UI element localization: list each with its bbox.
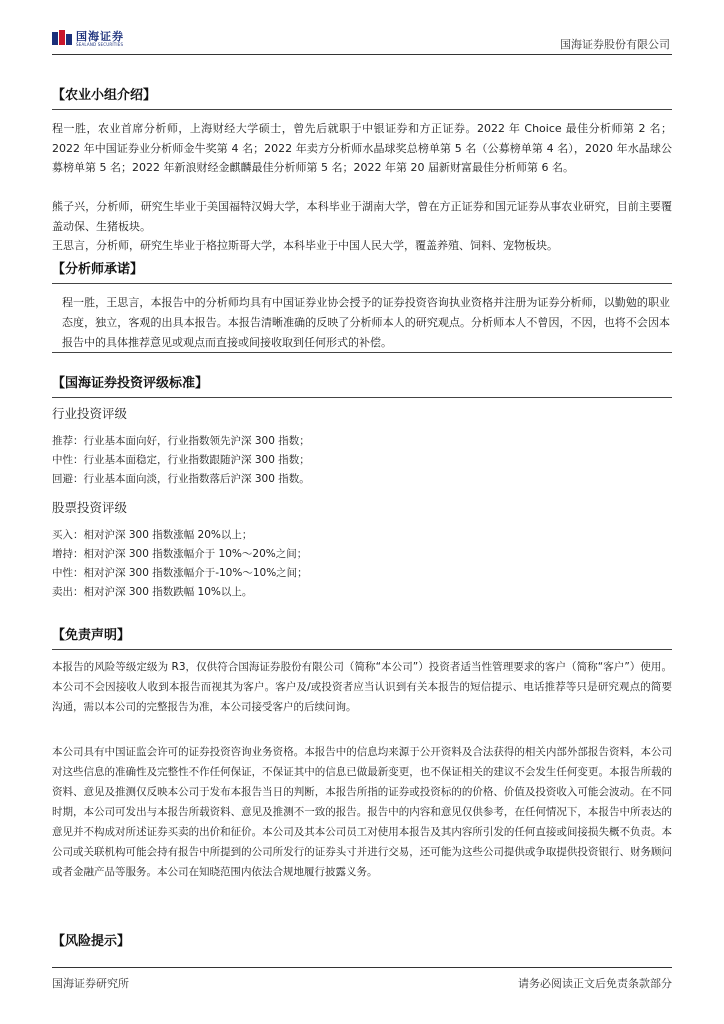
industry-rating-item: 推荐：行业基本面向好，行业指数领先沪深 300 指数；: [52, 435, 310, 447]
footer-divider: [52, 967, 672, 968]
logo-name-cn: 国海证券: [76, 29, 124, 43]
stock-rating-item: 买入：相对沪深 300 指数涨幅 20%以上；: [52, 529, 253, 541]
page-header: [52, 30, 672, 55]
footer-notice: 请务必阅读正文后免责条款部分: [518, 977, 672, 990]
stock-rating-item: 卖出：相对沪深 300 指数跌幅 10%以上。: [52, 586, 253, 598]
stock-rating-item: 增持：相对沪深 300 指数涨幅介于 10%～20%之间；: [52, 548, 308, 560]
logo-icon: [52, 30, 72, 47]
industry-rating-item: 中性：行业基本面稳定，行业指数跟随沪深 300 指数；: [52, 454, 310, 466]
company-logo: [52, 30, 124, 47]
disclaimer-section-title: 【免责声明】: [52, 628, 131, 643]
section-divider: [52, 397, 672, 398]
section-divider: [52, 649, 672, 650]
section-divider: [52, 109, 672, 110]
risk-section-title: 【风险提示】: [52, 934, 131, 949]
header-company-name: 国海证券股份有限公司: [560, 38, 670, 51]
team-section-title: 【农业小组介绍】: [52, 88, 157, 103]
logo-name-en: SEALAND SECURITIES: [76, 41, 124, 47]
promise-text: 程一胜，王思言，本报告中的分析师均具有中国证券业协会授予的证券投资咨询执业资格并注册为证券分析师，以勤勉的职业态度，独立，客观的出具本报告。本报告清晰准确的反映了分析师本人的研究观点。分析师本人不曾因，不因，也将不会因本报告中的具体推荐意见或观点而直接或间接收取到任何形式的补偿。: [62, 296, 670, 349]
stock-rating-item: 中性：相对沪深 300 指数涨幅介于-10%～10%之间；: [52, 567, 308, 579]
disclaimer-paragraph: 本公司具有中国证监会许可的证券投资咨询业务资格。本报告中的信息均来源于公开资料及合法获得的相关内部外部报告资料，本公司对这些信息的准确性及完整性不作任何保证，不保证其中的信息已做最新变更，也不保证相关的建议不会发生任何变更。本报告所载的资料、意见及推测仅反映本公司于发布本报告当日的判断，本报告所指的证券或投资标的的价格、价值及投资收入可能会波动。在不同时期，本公司可发出与本报告所载资料、意见及推测不一致的报告。报告中的内容和意见仅供参考，在任何情况下，本报告中所表达的意见并不构成对所述证券买卖的出价和征价。本公司及其本公司员工对使用本报告及其内容所引发的任何直接或间接损失概不负责。本公司或关联机构可能会持有报告中所提到的公司所发行的证券头寸并进行交易，还可能为这些公司提供或争取提供投资银行、财务顾问或者金融产品等服务。本公司在知晓范围内依法合规地履行披露义务。: [52, 746, 672, 878]
rating-section-title: 【国海证券投资评级标准】: [52, 376, 209, 391]
team-member-wang: 王思言，分析师，研究生毕业于格拉斯哥大学，本科毕业于中国人民大学，覆盖养殖、饲料、宠物板块。: [52, 239, 558, 252]
footer-department: 国海证券研究所: [52, 977, 129, 990]
team-member-xiong: 熊子兴，分析师，研究生毕业于美国福特汉姆大学，本科毕业于湖南大学，曾在方正证券和国元证券从事农业研究，目前主要覆盖动保、生猪板块。: [52, 200, 672, 233]
disclaimer-paragraph: 本报告的风险等级定级为 R3，仅供符合国海证券股份有限公司（简称“本公司”）投资者适当性管理要求的客户（简称“客户”）使用。本公司不会因接收人收到本报告而视其为客户。客户及/或投资者应当认识到有关本报告的短信提示、电话推荐等只是研究观点的简要沟通，需以本公司的完整报告为准，本公司接受客户的后续问询。: [52, 661, 672, 713]
industry-rating-title: 行业投资评级: [52, 406, 128, 421]
stock-rating-title: 股票投资评级: [52, 500, 128, 515]
promise-section-title: 【分析师承诺】: [52, 262, 144, 277]
promise-box: [52, 283, 672, 353]
team-member-cheng: 程一胜，农业首席分析师，上海财经大学硕士，曾先后就职于中银证券和方正证券。2022 年 Choice 最佳分析师第 2 名；2022 年中国证券业分析师金牛奖第 4 名；2022 年卖方分析师水晶球奖总榜单第 5 名（公募榜单第 4 名），2020 年水晶球公募榜单第 5 名；2022 年新浪财经金麒麟最佳分析师第 5 名；2022 年第 20 届新财富最佳分析师第 6 名。: [52, 122, 672, 174]
industry-rating-item: 回避：行业基本面向淡，行业指数落后沪深 300 指数。: [52, 473, 310, 485]
